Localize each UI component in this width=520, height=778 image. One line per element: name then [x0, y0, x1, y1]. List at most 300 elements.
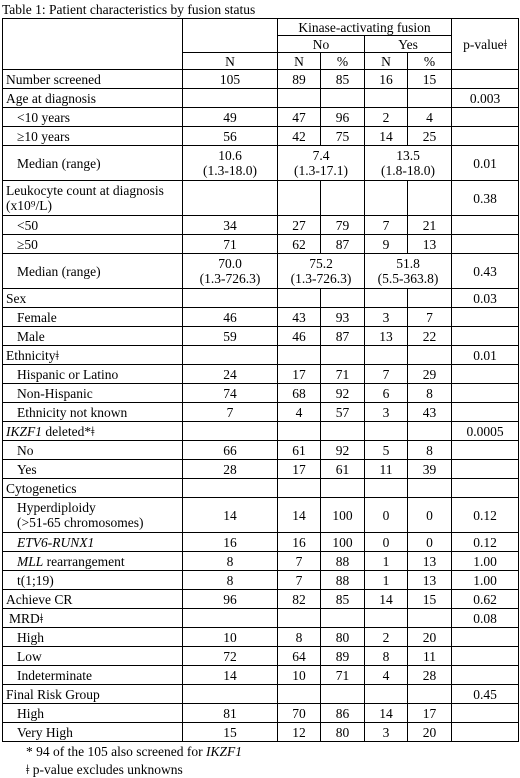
cell-pvalue: [452, 704, 519, 723]
row-label: [3, 108, 183, 127]
row-label: [3, 685, 183, 704]
cell-n-total: 10: [183, 628, 278, 647]
cell-n-no: [278, 685, 321, 704]
row-label: [3, 422, 183, 441]
cell-n-no: [278, 609, 321, 628]
table-row: [3, 89, 519, 108]
table-row: [3, 70, 519, 89]
cell-n-no: 27: [278, 216, 321, 235]
row-label: [3, 441, 183, 460]
row-label: [3, 590, 183, 609]
cell-n-total: 71: [183, 235, 278, 254]
row-label: [3, 498, 183, 533]
row-label: [3, 628, 183, 647]
row-label-text: Female: [17, 309, 57, 325]
table-caption: Table 1: Patient characteristics by fusion status: [2, 2, 256, 17]
row-label: [3, 346, 183, 365]
row-label-suffix: deleted*ǂ: [42, 423, 95, 439]
cell-pct-no: 100: [321, 498, 365, 533]
cell-pct-yes: 20: [408, 628, 452, 647]
cell-pct-yes: 13: [408, 571, 452, 590]
cell-pct-no: [321, 422, 365, 441]
cell-pct-yes: 17: [408, 704, 452, 723]
cell-pvalue: [452, 327, 519, 346]
cell-n-yes: [365, 289, 408, 308]
cell-pvalue: [452, 384, 519, 403]
cell-n-no: 82: [278, 590, 321, 609]
table-row: [3, 704, 519, 723]
cell-pvalue: [452, 666, 519, 685]
row-label-text: Sex: [6, 290, 27, 306]
cell-pct-yes: 13: [408, 235, 452, 254]
cell-n-yes: 7: [365, 216, 408, 235]
cell-n-total: 34: [183, 216, 278, 235]
footnote-gene: IKZF1: [205, 744, 242, 759]
row-label-text: t(1;19): [17, 572, 54, 588]
cell-pct-no: 87: [321, 235, 365, 254]
cell-pct-no: 87: [321, 327, 365, 346]
row-label-text: Ethnicityǂ: [6, 347, 59, 363]
cell-pvalue: 0.01: [452, 346, 519, 365]
cell-pvalue: [452, 235, 519, 254]
cell-pvalue: 0.03: [452, 289, 519, 308]
cell-yes-median: 13.5 (1.8-18.0): [365, 146, 452, 181]
cell-pct-no: 100: [321, 533, 365, 552]
row-label-text: Male: [17, 328, 45, 344]
cell-n-yes: [365, 685, 408, 704]
cell-pct-yes: 21: [408, 216, 452, 235]
patient-characteristics-table: [2, 18, 519, 742]
cell-n-no: 7: [278, 552, 321, 571]
cell-pvalue: [452, 441, 519, 460]
cell-n-no: 12: [278, 723, 321, 742]
row-label-text: Age at diagnosis: [6, 90, 96, 106]
header-row-group: [3, 19, 519, 36]
table-row: [3, 235, 519, 254]
cell-n-no: 10: [278, 666, 321, 685]
cell-pct-no: 93: [321, 308, 365, 327]
table-row: [3, 552, 519, 571]
cell-pct-no: 92: [321, 441, 365, 460]
cell-pct-yes: 15: [408, 590, 452, 609]
cell-n-yes: 0: [365, 533, 408, 552]
table-row: [3, 498, 519, 533]
cell-pct-yes: 28: [408, 666, 452, 685]
cell-pct-no: [321, 89, 365, 108]
cell-pct-yes: 4: [408, 108, 452, 127]
row-label: [3, 666, 183, 685]
cell-pct-yes: 15: [408, 70, 452, 89]
row-label-text: Indeterminate: [17, 667, 92, 683]
cell-n-no: 42: [278, 127, 321, 146]
header-blank-cell: [183, 19, 278, 53]
row-label: [3, 552, 183, 571]
cell-pct-yes: [408, 289, 452, 308]
cell-pvalue: [452, 127, 519, 146]
cell-n-no: 64: [278, 647, 321, 666]
cell-pct-no: 86: [321, 704, 365, 723]
cell-n-yes: 2: [365, 108, 408, 127]
cell-pct-no: 88: [321, 571, 365, 590]
row-label-text: Yes: [17, 461, 37, 477]
cell-n-total: 14: [183, 498, 278, 533]
cell-pct-yes: 13: [408, 552, 452, 571]
header-blank-cell: [3, 19, 183, 70]
cell-pct-no: 71: [321, 666, 365, 685]
row-label-text: Median (range): [17, 155, 101, 171]
table-row: [3, 571, 519, 590]
cell-pvalue: 0.45: [452, 685, 519, 704]
header-pct-no: %: [321, 53, 365, 70]
cell-n-yes: 13: [365, 327, 408, 346]
row-label: [3, 181, 183, 216]
cell-n-total: 70.0 (1.3-726.3): [183, 254, 278, 289]
cell-pvalue: [452, 365, 519, 384]
row-label: [3, 70, 183, 89]
cell-pct-no: 85: [321, 70, 365, 89]
cell-n-no: 17: [278, 365, 321, 384]
cell-pvalue: 0.38: [452, 181, 519, 216]
cell-n-total: [183, 422, 278, 441]
cell-pct-no: 75: [321, 127, 365, 146]
table-row: [3, 460, 519, 479]
cell-pvalue: 0.12: [452, 533, 519, 552]
cell-n-no: [278, 479, 321, 498]
row-label: [3, 460, 183, 479]
cell-pvalue: [452, 723, 519, 742]
cell-pct-yes: [408, 609, 452, 628]
cell-n-yes: [365, 181, 408, 216]
row-label-text: MRDǂ: [9, 610, 44, 626]
cell-pvalue: 1.00: [452, 552, 519, 571]
cell-pct-yes: 20: [408, 723, 452, 742]
cell-n-no: 43: [278, 308, 321, 327]
table-row: [3, 108, 519, 127]
row-label: [3, 308, 183, 327]
row-label-suffix: rearrangement: [43, 553, 125, 569]
table-row: [3, 346, 519, 365]
row-label-text: ETV6-RUNX1: [17, 534, 95, 550]
row-label: [3, 327, 183, 346]
cell-n-total: [183, 289, 278, 308]
cell-n-yes: 3: [365, 723, 408, 742]
row-label-text: ≥50: [17, 236, 38, 252]
cell-n-yes: 1: [365, 552, 408, 571]
table-row: [3, 403, 519, 422]
row-label-text: Very High: [17, 724, 73, 740]
row-label-text: Hispanic or Latino: [17, 366, 119, 382]
table-row: [3, 365, 519, 384]
cell-pct-no: [321, 289, 365, 308]
cell-n-yes: [365, 609, 408, 628]
cell-n-yes: 3: [365, 403, 408, 422]
cell-n-total: 74: [183, 384, 278, 403]
cell-pvalue: 0.62: [452, 590, 519, 609]
cell-n-no: 89: [278, 70, 321, 89]
cell-pvalue: [452, 628, 519, 647]
cell-pct-no: [321, 181, 365, 216]
row-label-text: Cytogenetics: [6, 480, 77, 496]
cell-n-total: 28: [183, 460, 278, 479]
row-label: [3, 254, 183, 289]
cell-pct-yes: 25: [408, 127, 452, 146]
table-row: [3, 441, 519, 460]
cell-pct-no: 71: [321, 365, 365, 384]
cell-n-yes: [365, 479, 408, 498]
row-label-text: No: [17, 442, 34, 458]
cell-pct-no: 57: [321, 403, 365, 422]
cell-n-total: 8: [183, 571, 278, 590]
row-label: [3, 216, 183, 235]
cell-pct-yes: 8: [408, 441, 452, 460]
row-label-text: Low: [17, 648, 42, 664]
header-n-yes: N: [365, 53, 408, 70]
table-row: [3, 384, 519, 403]
cell-n-total: 96: [183, 590, 278, 609]
cell-yes-median: 51.8 (5.5-363.8): [365, 254, 452, 289]
cell-n-no: [278, 181, 321, 216]
cell-n-no: [278, 89, 321, 108]
table-row: [3, 327, 519, 346]
cell-n-no: 62: [278, 235, 321, 254]
cell-pct-yes: 7: [408, 308, 452, 327]
cell-n-total: [183, 346, 278, 365]
cell-pct-no: 80: [321, 628, 365, 647]
cell-pvalue: [452, 479, 519, 498]
cell-pct-yes: 29: [408, 365, 452, 384]
cell-n-yes: 9: [365, 235, 408, 254]
footnote-text: * 94 of the 105 also screened for: [26, 744, 206, 759]
row-label-text: Leukocyte count at diagnosis (x10⁹/L): [6, 183, 164, 213]
cell-n-no: 16: [278, 533, 321, 552]
table-row: [3, 146, 519, 181]
table-row: [3, 181, 519, 216]
cell-pct-no: 92: [321, 384, 365, 403]
row-label: [3, 479, 183, 498]
cell-n-yes: [365, 422, 408, 441]
cell-n-no: [278, 346, 321, 365]
cell-n-no: 4: [278, 403, 321, 422]
cell-n-total: 24: [183, 365, 278, 384]
header-n-total: N: [183, 53, 278, 70]
cell-n-total: 59: [183, 327, 278, 346]
cell-n-yes: 14: [365, 704, 408, 723]
row-label: [3, 235, 183, 254]
header-pct-yes: %: [408, 53, 452, 70]
cell-pvalue: 0.01: [452, 146, 519, 181]
cell-n-yes: 8: [365, 647, 408, 666]
cell-n-total: 66: [183, 441, 278, 460]
cell-pct-no: 88: [321, 552, 365, 571]
cell-n-total: 15: [183, 723, 278, 742]
cell-n-yes: 5: [365, 441, 408, 460]
row-label-text: <10 years: [17, 109, 70, 125]
cell-pct-yes: [408, 89, 452, 108]
cell-n-total: [183, 609, 278, 628]
row-label-text: Ethnicity not known: [17, 404, 128, 420]
cell-pvalue: [452, 403, 519, 422]
cell-n-yes: 3: [365, 308, 408, 327]
cell-pct-yes: 39: [408, 460, 452, 479]
cell-no-median: 7.4 (1.3-17.1): [278, 146, 365, 181]
cell-n-total: 49: [183, 108, 278, 127]
cell-pct-no: 61: [321, 460, 365, 479]
cell-n-total: 10.6 (1.3-18.0): [183, 146, 278, 181]
cell-n-yes: 1: [365, 571, 408, 590]
cell-pvalue: [452, 308, 519, 327]
cell-pvalue: 0.08: [452, 609, 519, 628]
table-row: [3, 723, 519, 742]
row-label: [3, 609, 183, 628]
cell-n-no: 47: [278, 108, 321, 127]
cell-pct-yes: 8: [408, 384, 452, 403]
cell-n-yes: 6: [365, 384, 408, 403]
cell-n-total: 14: [183, 666, 278, 685]
cell-n-total: 56: [183, 127, 278, 146]
cell-n-total: 105: [183, 70, 278, 89]
table-row: [3, 628, 519, 647]
row-label: [3, 647, 183, 666]
cell-n-total: 8: [183, 552, 278, 571]
row-label: [3, 89, 183, 108]
row-label-text: High: [17, 629, 44, 645]
row-label-text: ≥10 years: [17, 128, 70, 144]
table-row: [3, 216, 519, 235]
cell-pvalue: [452, 108, 519, 127]
cell-pvalue: 0.003: [452, 89, 519, 108]
header-fusion-group: Kinase-activating fusion: [278, 19, 452, 36]
row-label-text: MLL: [17, 553, 44, 569]
cell-pct-no: [321, 609, 365, 628]
row-label-text: Number screened: [6, 71, 101, 87]
cell-n-yes: 16: [365, 70, 408, 89]
row-label: [3, 723, 183, 742]
cell-n-yes: 11: [365, 460, 408, 479]
cell-pct-yes: [408, 479, 452, 498]
row-label: [3, 289, 183, 308]
header-pvalue: p-valueǂ: [452, 19, 519, 70]
table-row: [3, 127, 519, 146]
cell-n-no: [278, 289, 321, 308]
cell-no-median: 75.2 (1.3-726.3): [278, 254, 365, 289]
header-yes: Yes: [365, 36, 452, 53]
cell-pct-yes: 43: [408, 403, 452, 422]
cell-n-no: 7: [278, 571, 321, 590]
table-row: [3, 308, 519, 327]
table-row: [3, 609, 519, 628]
cell-pct-yes: 0: [408, 498, 452, 533]
cell-n-total: 72: [183, 647, 278, 666]
cell-pvalue: [452, 70, 519, 89]
cell-pct-no: [321, 346, 365, 365]
cell-n-yes: 7: [365, 365, 408, 384]
cell-n-no: 61: [278, 441, 321, 460]
cell-pct-no: 96: [321, 108, 365, 127]
cell-n-yes: 2: [365, 628, 408, 647]
cell-pct-no: 79: [321, 216, 365, 235]
table-row: [3, 590, 519, 609]
cell-n-yes: 4: [365, 666, 408, 685]
row-label-text: Hyperdiploidy (>51-65 chromosomes): [17, 500, 144, 530]
cell-pct-yes: [408, 685, 452, 704]
row-label: [3, 146, 183, 181]
cell-pvalue: 1.00: [452, 571, 519, 590]
table-row: [3, 254, 519, 289]
cell-pct-no: 89: [321, 647, 365, 666]
cell-n-total: 81: [183, 704, 278, 723]
header-no: No: [278, 36, 365, 53]
cell-pct-no: [321, 479, 365, 498]
row-label-text: Median (range): [17, 263, 101, 279]
cell-pvalue: [452, 647, 519, 666]
cell-n-no: 14: [278, 498, 321, 533]
cell-n-no: 70: [278, 704, 321, 723]
header-n-no: N: [278, 53, 321, 70]
table-row: [3, 289, 519, 308]
cell-n-yes: [365, 346, 408, 365]
cell-n-yes: 14: [365, 590, 408, 609]
cell-n-yes: 0: [365, 498, 408, 533]
row-label: [3, 127, 183, 146]
cell-n-yes: 14: [365, 127, 408, 146]
table-row: [3, 666, 519, 685]
row-label-text: Final Risk Group: [6, 686, 100, 702]
cell-n-no: 46: [278, 327, 321, 346]
row-label-text: <50: [17, 217, 39, 233]
table-row: [3, 422, 519, 441]
cell-n-total: [183, 89, 278, 108]
cell-n-no: 8: [278, 628, 321, 647]
cell-n-no: 17: [278, 460, 321, 479]
cell-pvalue: 0.43: [452, 254, 519, 289]
cell-n-total: [183, 479, 278, 498]
row-label: [3, 571, 183, 590]
cell-n-no: 68: [278, 384, 321, 403]
row-label-text: Achieve CR: [6, 591, 73, 607]
cell-pct-yes: 22: [408, 327, 452, 346]
cell-n-total: 16: [183, 533, 278, 552]
cell-n-total: 7: [183, 403, 278, 422]
cell-pvalue: [452, 460, 519, 479]
table-row: [3, 685, 519, 704]
row-label: [3, 384, 183, 403]
cell-n-no: [278, 422, 321, 441]
table-row: [3, 533, 519, 552]
cell-pvalue: 0.0005: [452, 422, 519, 441]
cell-n-yes: [365, 89, 408, 108]
row-label: [3, 403, 183, 422]
footnote-ikzf1: [26, 743, 242, 760]
cell-pct-no: 80: [321, 723, 365, 742]
row-label: [3, 365, 183, 384]
row-label-text: High: [17, 705, 44, 721]
row-label-text: IKZF1: [6, 423, 43, 439]
cell-pct-yes: 0: [408, 533, 452, 552]
row-label: [3, 704, 183, 723]
table-row: [3, 479, 519, 498]
cell-pct-yes: [408, 181, 452, 216]
row-label-text: Non-Hispanic: [17, 385, 93, 401]
cell-n-total: [183, 181, 278, 216]
cell-pct-no: [321, 685, 365, 704]
table-row: [3, 647, 519, 666]
row-label: [3, 533, 183, 552]
cell-n-total: 46: [183, 308, 278, 327]
cell-pct-yes: [408, 422, 452, 441]
cell-pvalue: [452, 216, 519, 235]
footnote-pvalue: ǂ p-value excludes unknowns: [26, 762, 183, 777]
cell-n-total: [183, 685, 278, 704]
